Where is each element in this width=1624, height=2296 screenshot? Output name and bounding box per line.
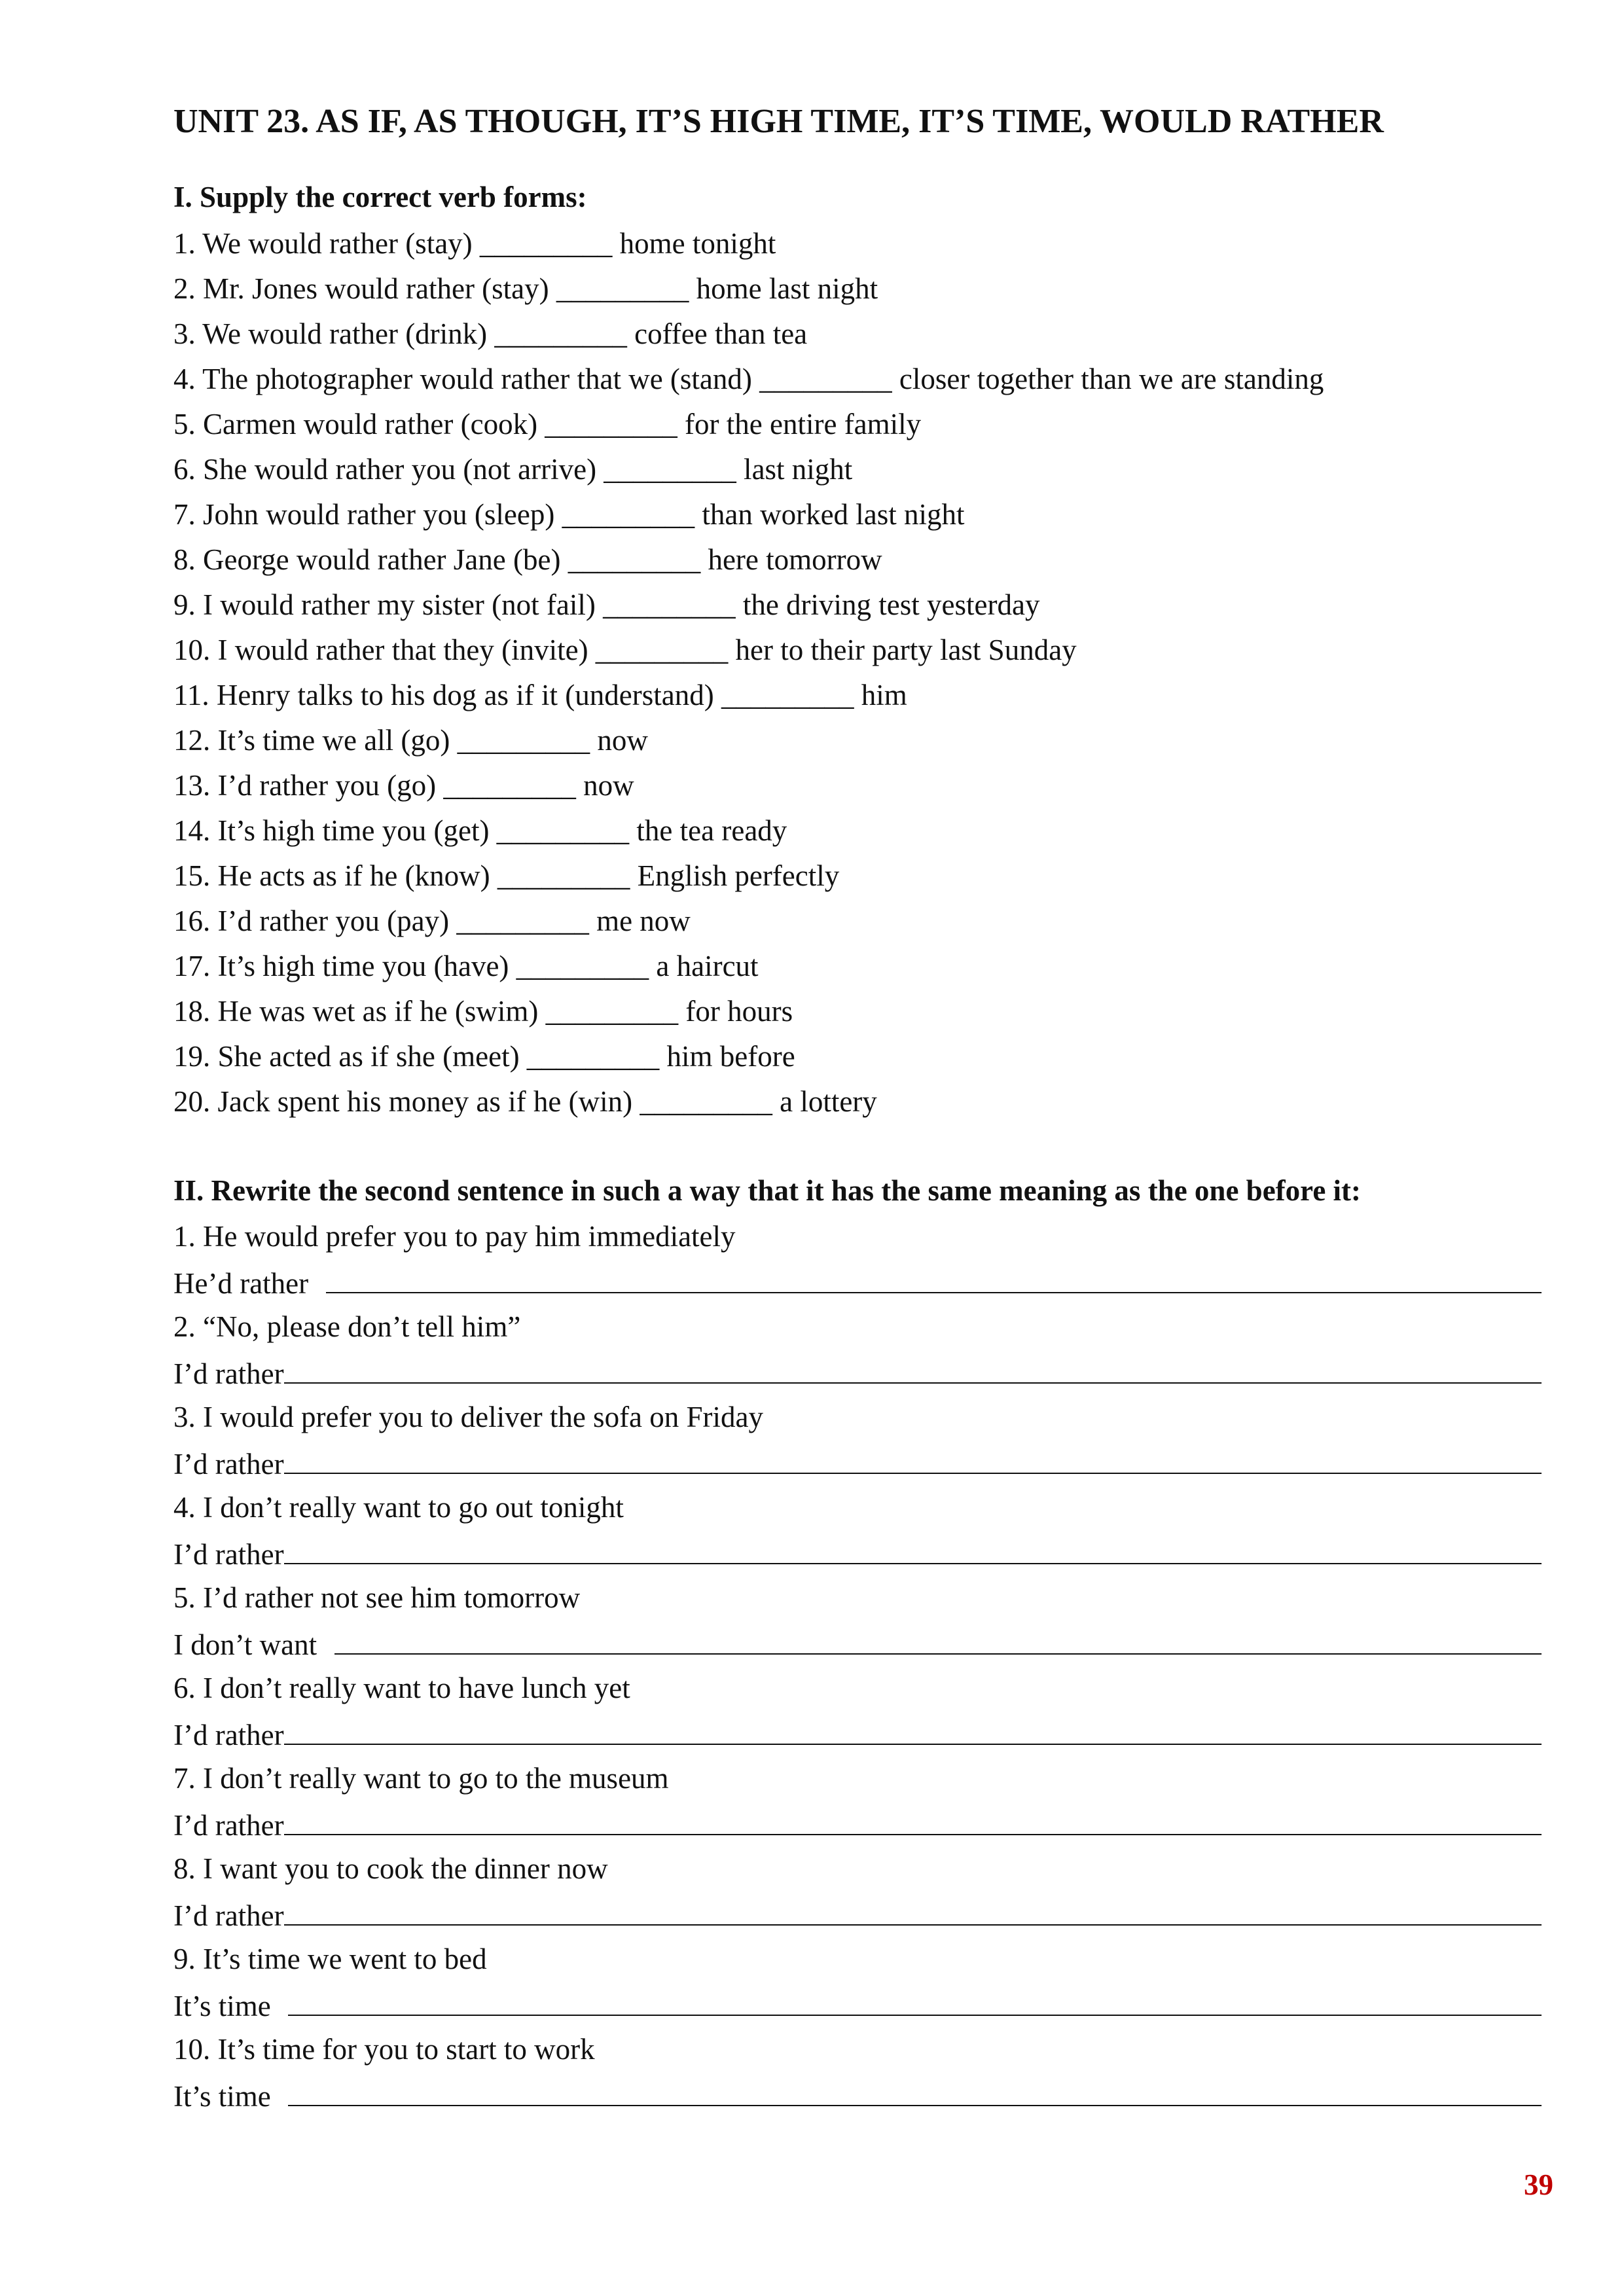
- rewrite-answer-row: [173, 1801, 1542, 1846]
- rewrite-prompt: 9. It’s time we went to bed: [173, 1943, 487, 1975]
- answer-starter: It’s time: [173, 1990, 286, 2022]
- exercise-item: 4. The photographer would rather that we (stand) _________ closer together than we are standing: [173, 363, 1324, 395]
- rewrite-prompt: 5. I’d rather not see him tomorrow: [173, 1581, 581, 1614]
- answer-line[interactable]: [284, 1892, 1542, 1926]
- exercise-item: 19. She acted as if she (meet) _________ him before: [173, 1040, 795, 1073]
- exercise-item: 12. It’s time we all (go) _________ now: [173, 724, 648, 757]
- rewrite-answer-row: [173, 1350, 1542, 1395]
- answer-starter: It’s time: [173, 2080, 286, 2113]
- rewrite-prompt: 1. He would prefer you to pay him immediately: [173, 1220, 736, 1253]
- exercise-item: 16. I’d rather you (pay) _________ me now: [173, 905, 691, 937]
- answer-starter: I’d rather: [173, 1448, 284, 1480]
- rewrite-answer-row: [173, 1982, 1542, 2027]
- page-number: 39: [1524, 2168, 1553, 2201]
- exercise-item: 18. He was wet as if he (swim) _________ for hours: [173, 995, 793, 1028]
- exercise-item: 8. George would rather Jane (be) _________ here tomorrow: [173, 543, 882, 576]
- page-title: UNIT 23. AS IF, AS THOUGH, IT’S HIGH TIME, IT’S TIME, WOULD RATHER: [173, 103, 1384, 140]
- answer-line[interactable]: [284, 1801, 1542, 1835]
- exercise-item: 14. It’s high time you (get) _________ the tea ready: [173, 814, 787, 847]
- rewrite-prompt: 7. I don’t really want to go to the museum: [173, 1762, 669, 1795]
- rewrite-answer-row: [173, 1711, 1542, 1756]
- answer-line[interactable]: [288, 1982, 1542, 2016]
- rewrite-prompt: 3. I would prefer you to deliver the sofa on Friday: [173, 1401, 764, 1433]
- exercise-item: 13. I’d rather you (go) _________ now: [173, 769, 634, 802]
- exercise-item: 7. John would rather you (sleep) _________ than worked last night: [173, 498, 965, 531]
- answer-line[interactable]: [284, 1711, 1542, 1745]
- rewrite-prompt: 2. “No, please don’t tell him”: [173, 1310, 521, 1343]
- rewrite-answer-row: [173, 1530, 1542, 1575]
- rewrite-answer-row: [173, 1621, 1542, 1666]
- section-2-heading: II. Rewrite the second sentence in such a way that it has the same meaning as the one before it:: [173, 1174, 1362, 1207]
- rewrite-exercise-list: [173, 1214, 1542, 2117]
- rewrite-prompt: 4. I don’t really want to go out tonight: [173, 1491, 624, 1524]
- answer-line[interactable]: [326, 1259, 1542, 1293]
- exercise-item: 1. We would rather (stay) _________ home tonight: [173, 227, 776, 260]
- rewrite-prompt: 10. It’s time for you to start to work: [173, 2033, 595, 2066]
- rewrite-answer-row: [173, 1440, 1542, 1485]
- answer-starter: I’d rather: [173, 1809, 284, 1842]
- answer-line[interactable]: [284, 1530, 1542, 1564]
- exercise-item: 2. Mr. Jones would rather (stay) _________ home last night: [173, 272, 878, 305]
- rewrite-answer-row: [173, 1892, 1542, 1937]
- section-1-heading: I. Supply the correct verb forms:: [173, 181, 587, 213]
- answer-starter: I don’t want: [173, 1628, 332, 1661]
- exercise-item: 5. Carmen would rather (cook) _________ for the entire family: [173, 408, 922, 440]
- rewrite-answer-row: [173, 1259, 1542, 1304]
- exercise-item: 15. He acts as if he (know) _________ English perfectly: [173, 859, 840, 892]
- answer-line[interactable]: [334, 1621, 1542, 1655]
- exercise-item: 9. I would rather my sister (not fail) _________ the driving test yesterday: [173, 588, 1040, 621]
- exercise-item: 10. I would rather that they (invite) _________ her to their party last Sunday: [173, 634, 1077, 666]
- answer-starter: He’d rather: [173, 1267, 323, 1300]
- exercise-item: 20. Jack spent his money as if he (win) _________ a lottery: [173, 1085, 877, 1118]
- answer-line[interactable]: [284, 1440, 1542, 1474]
- answer-starter: I’d rather: [173, 1538, 284, 1571]
- answer-starter: I’d rather: [173, 1357, 284, 1390]
- exercise-item: 17. It’s high time you (have) _________ a haircut: [173, 950, 759, 982]
- answer-line[interactable]: [284, 1350, 1542, 1384]
- rewrite-prompt: 6. I don’t really want to have lunch yet: [173, 1672, 630, 1704]
- answer-starter: I’d rather: [173, 1899, 284, 1932]
- exercise-item: 11. Henry talks to his dog as if it (understand) _________ him: [173, 679, 907, 711]
- rewrite-prompt: 8. I want you to cook the dinner now: [173, 1852, 608, 1885]
- rewrite-answer-row: [173, 2072, 1542, 2117]
- answer-starter: I’d rather: [173, 1719, 284, 1751]
- verb-forms-exercise-list: [173, 221, 1324, 1124]
- answer-line[interactable]: [288, 2072, 1542, 2106]
- exercise-item: 6. She would rather you (not arrive) _________ last night: [173, 453, 853, 486]
- exercise-item: 3. We would rather (drink) _________ coffee than tea: [173, 317, 808, 350]
